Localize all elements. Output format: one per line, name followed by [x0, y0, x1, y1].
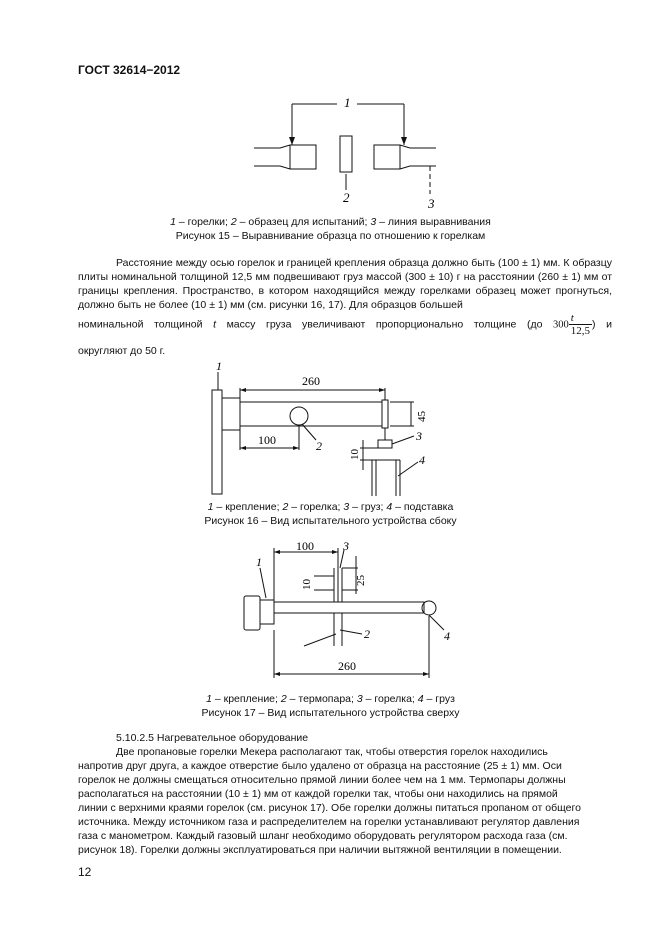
figure-17-drawing	[236, 538, 466, 686]
section-line-6: источника. Между источником газа и распределителем на горелки устанавливают регулятор давления	[78, 816, 580, 828]
section-line-5: линии с верхними краями горелок (см. рисунок 17). Обе горелки должны питаться пропаном от общего	[78, 802, 581, 814]
fig16-callout-3: 3	[416, 429, 422, 443]
figure-15-drawing	[240, 90, 470, 210]
fig16-dim-10: 10	[349, 449, 361, 460]
section-line-4: располагаться на расстоянии (10 ± 1) мм от каждой горелки так, чтобы они находились на прямой	[78, 788, 558, 800]
fig16-dim-260: 260	[302, 374, 320, 388]
section-line-3: горелок не должны смещаться относительно прямой линии более чем на 1 мм. Термопары должны	[78, 774, 566, 786]
page-number: 12	[78, 865, 92, 879]
figure-15-legend: 1 – горелки; 2 – образец для испытаний; 3 – линия выравнивания	[170, 216, 491, 228]
section-line-7: газа с манометром. Каждый газовый шланг необходимо оборудовать регулятором расхода газа (см.	[78, 830, 568, 842]
figure-16-legend: 1 – крепление; 2 – горелка; 3 – груз; 4 – подставка	[207, 501, 454, 513]
fig16-callout-1: 1	[216, 359, 222, 373]
document-header: ГОСТ 32614−2012	[78, 63, 181, 77]
fig15-callout-3: 3	[428, 196, 435, 210]
formula-fraction: $\frac{t}{12,5}$	[570, 312, 591, 337]
fig16-callout-2: 2	[316, 439, 322, 453]
fig16-callout-4: 4	[419, 453, 425, 467]
fig17-callout-1: 1	[256, 555, 262, 569]
section-line-2: напротив друг друга, а каждое отверстие было удалено от образца на расстояние (25 ± 1) мм. Оси	[78, 760, 562, 772]
fig15-callout-2: 2	[343, 190, 350, 205]
section-line-8: рисунок 18). Горелки должны эксплуатироваться при наличии вытяжной вентиляции в помещении.	[78, 844, 562, 856]
fig17-dim-100: 100	[296, 539, 314, 553]
fig17-callout-4: 4	[444, 629, 450, 643]
fig17-callout-2: 2	[364, 627, 370, 641]
figure-16-drawing	[200, 358, 440, 498]
fig17-dim-25: 25	[355, 575, 367, 586]
figure-17-legend: 1 – крепление; 2 – термопара; 3 – горелка; 4 – груз	[206, 693, 455, 705]
section-heading: 5.10.2.5 Нагревательное оборудование	[116, 732, 309, 744]
fig17-callout-3: 3	[343, 539, 349, 553]
fig15-callout-1: 1	[344, 95, 351, 110]
paragraph-formula-line: номинальной толщиной t массу груза увеличивают пропорционально толщине (до 300 $\frac{t}{12,5}$ ) и	[78, 312, 612, 337]
fig16-dim-45: 45	[416, 411, 428, 422]
fig17-dim-260: 260	[338, 659, 356, 673]
figure-16-title: Рисунок 16 – Вид испытательного устройства сбоку	[204, 515, 457, 527]
paragraph-last-line: округляют до 50 г.	[78, 345, 166, 357]
figure-15-title: Рисунок 15 – Выравнивание образца по отношению к горелкам	[175, 230, 486, 242]
fig16-dim-100: 100	[258, 433, 276, 447]
figure-17-title: Рисунок 17 – Вид испытательного устройства сверху	[201, 707, 460, 719]
fig17-dim-10: 10	[301, 579, 313, 590]
section-line-1: Две пропановые горелки Мекера располагают так, чтобы отверстия горелок находились	[116, 746, 548, 758]
paragraph-distance: Расстояние между осью горелок и границей крепления образца должно быть (100 ± 1) мм. К образцу плиты номинальной толщиной 12,5 мм подвешивают груз массой (300 ± 10) г на расстоянии (260 ± 1) мм от границы крепления. Пространство, в котором находящийся между горелками образец может прогнуться, должно быть не более (10 ± 1) мм (см. рисунки 16, 17). Для образцов большей	[78, 257, 612, 311]
